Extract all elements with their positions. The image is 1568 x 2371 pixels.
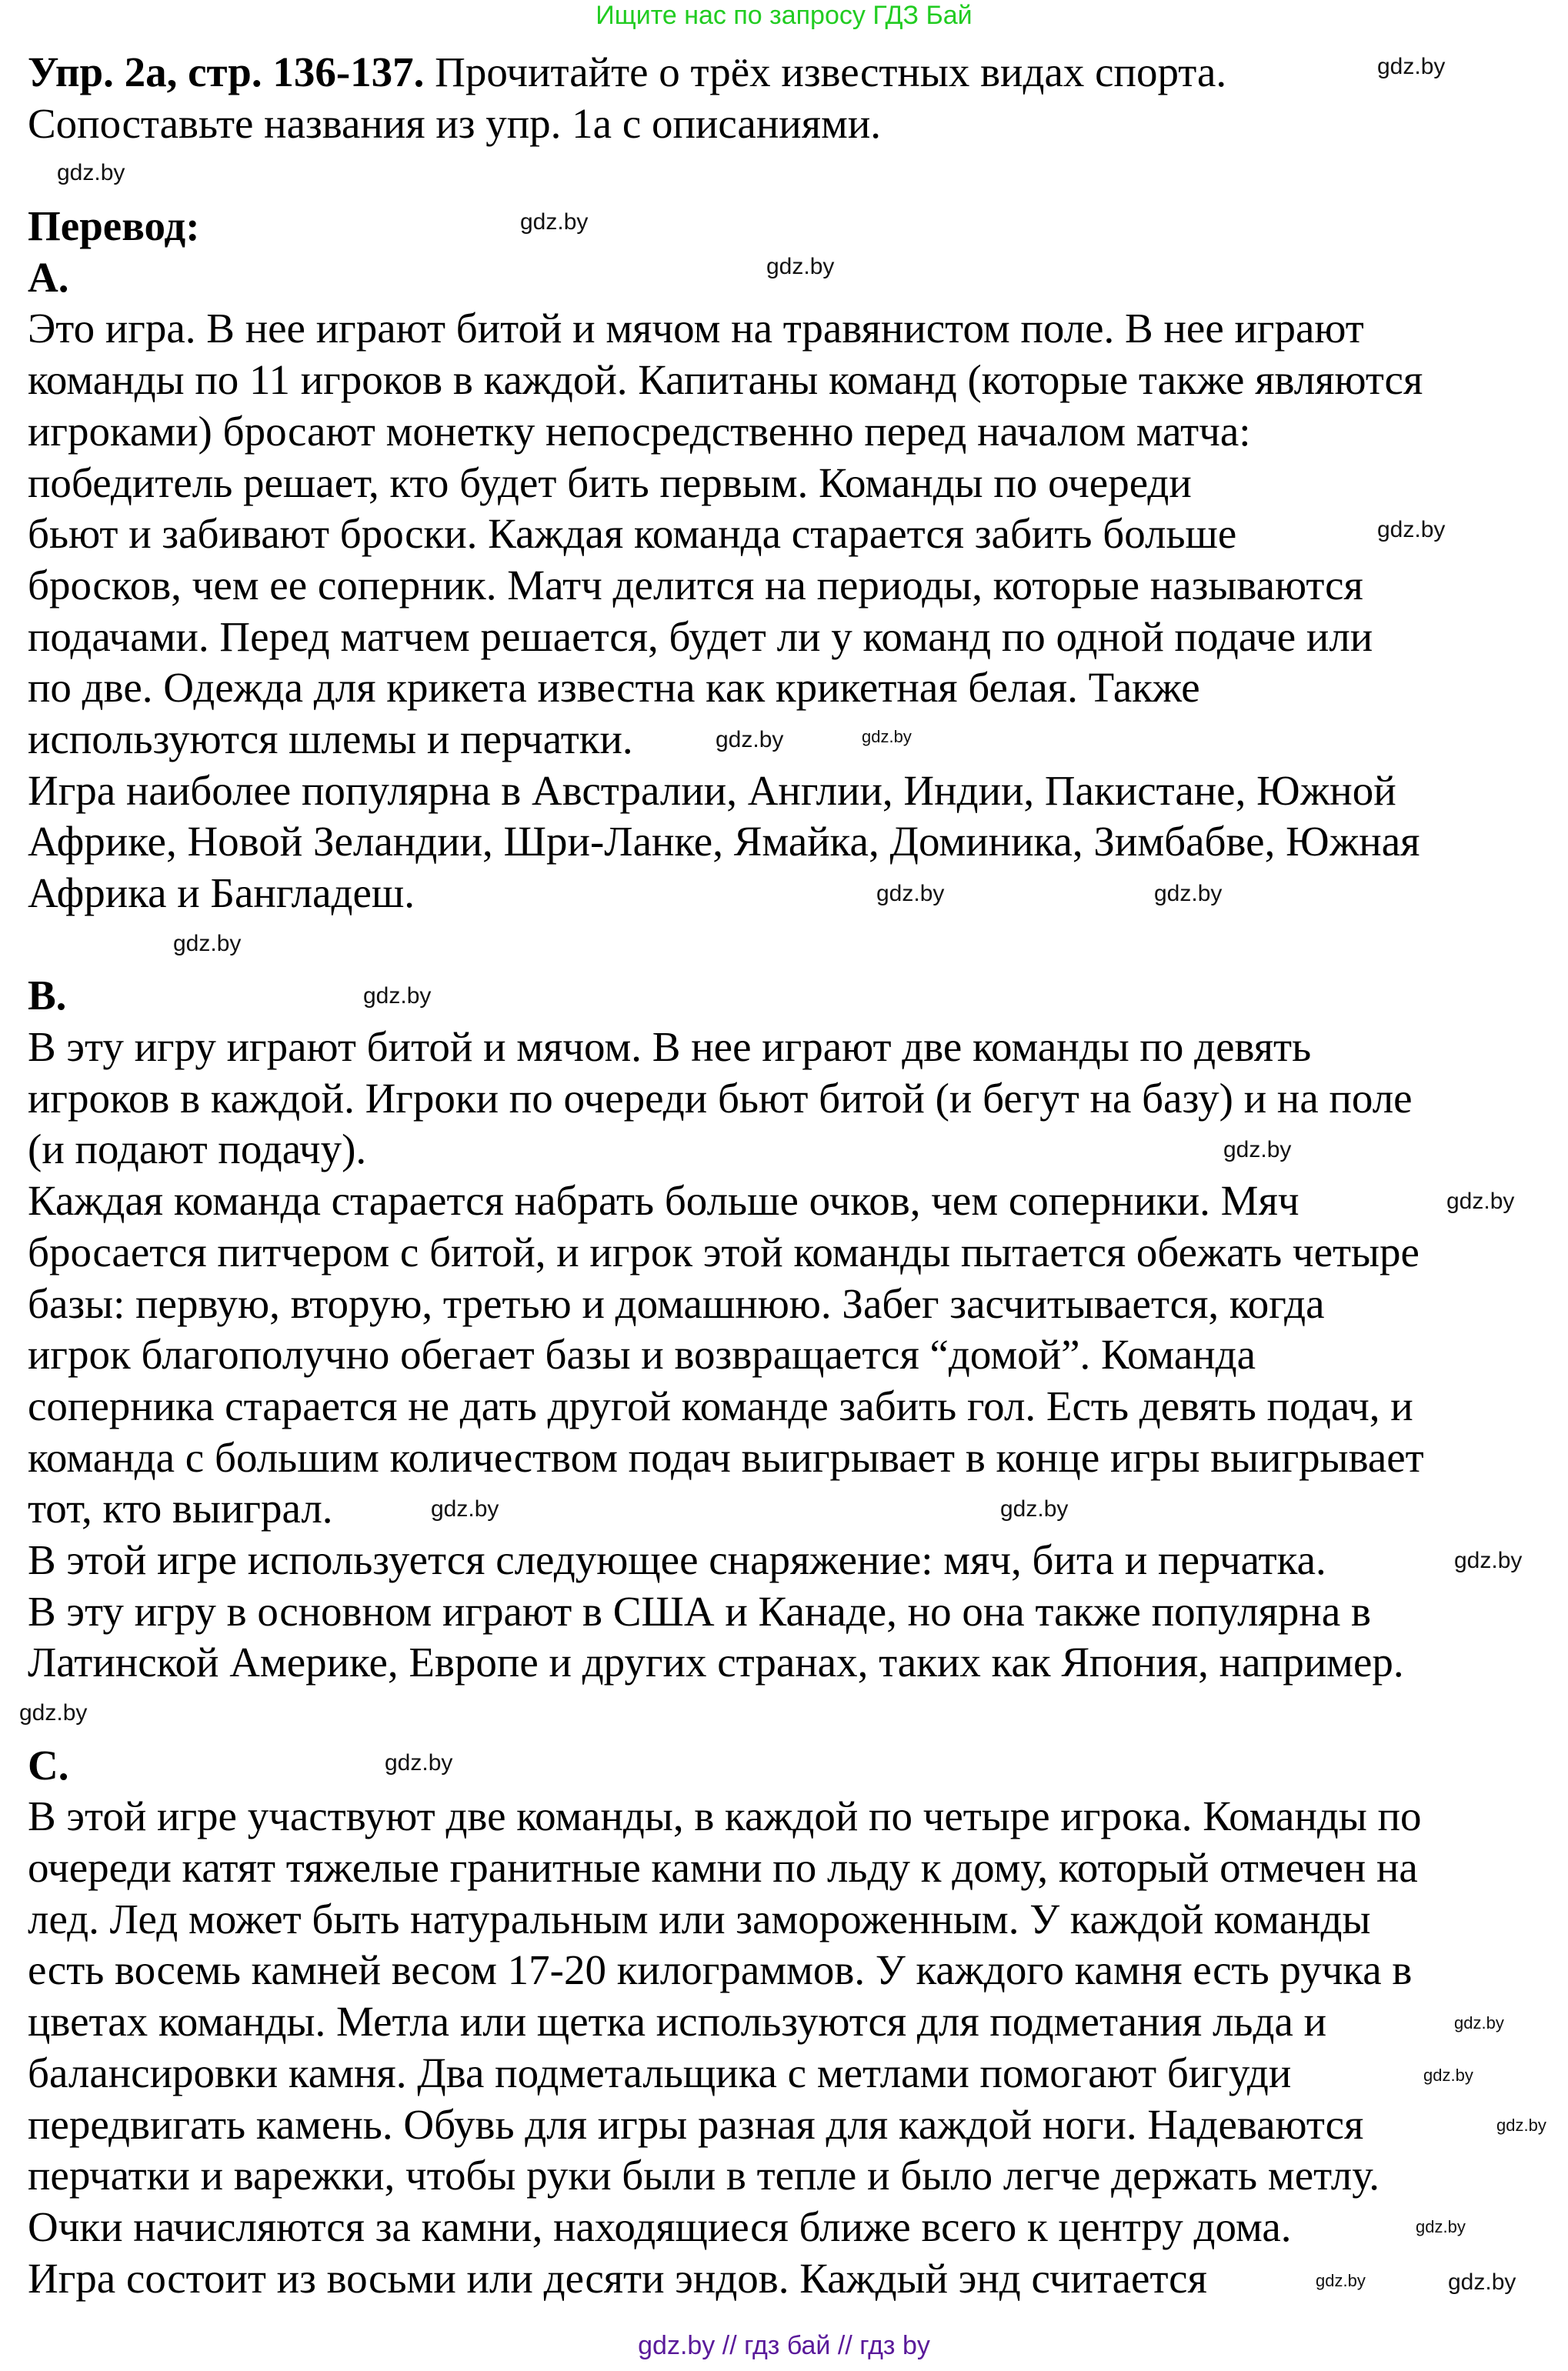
paragraph-line: Африке, Новой Зеландии, Шри-Ланке, Ямайка, Доминика, Зимбабве, Южная [28,818,1420,865]
paragraph-line: по две. Одежда для крикета известна как крикетная белая. Также [28,664,1200,712]
watermark: gdz.by [19,1700,88,1726]
watermark: gdz.by [431,1496,499,1522]
paragraph-line: лед. Лед может быть натуральным или замороженным. У каждой команды [28,1895,1371,1942]
watermark: gdz.by [862,727,912,746]
paragraph-line: бросков, чем ее соперник. Матч делится на периоды, которые называются [28,561,1363,609]
paragraph-line: бросается питчером с битой, и игрок этой команды пытается обежать четыре [28,1228,1420,1276]
paragraph-line: есть восемь камней весом 17-20 килограммов. У каждого камня есть ручка в [28,1946,1413,1994]
watermark: gdz.by [363,983,432,1009]
watermark: gdz.by [173,931,242,956]
paragraph-line: В этой игре участвуют две команды, в каждой по четыре игрока. Команды по [28,1792,1422,1840]
watermark: gdz.by [1154,881,1223,906]
section-label: C. [28,1741,69,1789]
watermark: gdz.by [1448,2269,1516,2295]
watermark: gdz.by [1377,517,1446,542]
paragraph-line: очереди катят тяжелые гранитные камни по льду к дому, который отмечен на [28,1844,1418,1892]
search-banner[interactable]: Ищите нас по запросу ГДЗ Бай [596,1,972,30]
paragraph-line: Игра состоит из восьми или десяти эндов. Каждый энд считается [28,2254,1207,2302]
watermark: gdz.by [1446,1189,1515,1214]
paragraph-line: соперника старается не дать другой команде забить гол. Есть девять подач, и [28,1382,1413,1429]
watermark: gdz.by [1423,2066,1473,2085]
paragraph-line: базы: первую, вторую, третью и домашнюю. Забег засчитывается, когда [28,1279,1325,1327]
exercise-instruction-line2: Сопоставьте названия из упр. 1а с описаниями. [28,99,881,147]
paragraph-line: используются шлемы и перчатки. [28,715,633,762]
watermark: gdz.by [876,881,945,906]
watermark: gdz.by [1454,2013,1504,2033]
footer-links[interactable]: gdz.by // гдз бай // гдз by [638,2331,930,2360]
paragraph-line: балансировки камня. Два подметальщика с метлами помогают бигуди [28,2049,1292,2096]
paragraph-line: Каждая команда старается набрать больше очков, чем соперники. Мяч [28,1177,1299,1225]
paragraph-line: Очки начисляются за камни, находящиеся ближе всего к центру дома. [28,2203,1292,2250]
paragraph-line: передвигать камень. Обувь для игры разная для каждой ноги. Надеваются [28,2100,1364,2148]
paragraph-line: игрок благополучно обегает базы и возвращается “домой”. Команда [28,1331,1256,1379]
paragraph-line: цветах команды. Метла или щетка используются для подметания льда и [28,1998,1327,2046]
exercise-title [28,47,1424,98]
watermark: gdz.by [1000,1496,1069,1522]
watermark: gdz.by [385,1750,453,1776]
paragraph-line: В эту игру в основном играют в США и Канаде, но она также популярна в [28,1587,1371,1635]
paragraph-line: В этой игре используется следующее снаряжение: мяч, бита и перчатка. [28,1536,1326,1583]
spacer [28,1689,1424,1740]
paragraph-line: команда с большим количеством подач выигрывает в конце игры выигрывает [28,1433,1424,1481]
watermark: gdz.by [1223,1137,1292,1162]
watermark: gdz.by [57,160,125,185]
paragraph-line: команды по 11 игроков в каждой. Капитаны команд (которые также являются [28,356,1423,404]
paragraph-line: тот, кто выиграл. [28,1485,333,1532]
paragraph-line: (и подают подачу). [28,1125,367,1173]
paragraph-line: подачами. Перед матчем решается, будет ли у команд по одной подаче или [28,612,1373,660]
watermark: gdz.by [1316,2271,1366,2290]
paragraph-line: перчатки и варежки, чтобы руки были в тепле и было легче держать метлу. [28,2152,1380,2199]
section-label: A. [28,253,69,301]
exercise-instruction: Прочитайте о трёх известных видах спорта. [424,48,1227,95]
document-body [28,47,1424,2304]
watermark: gdz.by [1496,2116,1546,2135]
watermark: gdz.by [520,209,589,235]
paragraph-line: Это игра. В нее играют битой и мячом на травянистом поле. В нее играют [28,305,1364,352]
section-label: B. [28,972,67,1019]
watermark: gdz.by [1416,2217,1466,2236]
watermark: gdz.by [716,727,784,752]
watermark: gdz.by [1454,1548,1523,1573]
paragraph-line: победитель решает, кто будет бить первым. Команды по очереди [28,459,1192,506]
watermark: gdz.by [766,254,835,279]
spacer [28,149,1424,201]
translation-heading: Перевод: [28,202,200,250]
paragraph-line: В эту игру играют битой и мячом. В нее играют две команды по девять [28,1023,1312,1071]
paragraph-line: Африка и Бангладеш. [28,869,415,916]
exercise-number: Упр. 2а, стр. 136-137. [28,48,425,95]
watermark: gdz.by [1377,54,1446,79]
paragraph-line: бьют и забивают броски. Каждая команда старается забить больше [28,510,1237,558]
paragraph-line: игроков в каждой. Игроки по очереди бьют битой (и бегут на базу) и на поле [28,1074,1413,1122]
paragraph-line: игроками) бросают монетку непосредственно перед началом матча: [28,407,1251,455]
paragraph-line: Латинской Америке, Европе и других странах, таких как Япония, например. [28,1639,1404,1686]
paragraph-line: Игра наиболее популярна в Австралии, Англии, Индии, Пакистане, Южной [28,766,1396,814]
